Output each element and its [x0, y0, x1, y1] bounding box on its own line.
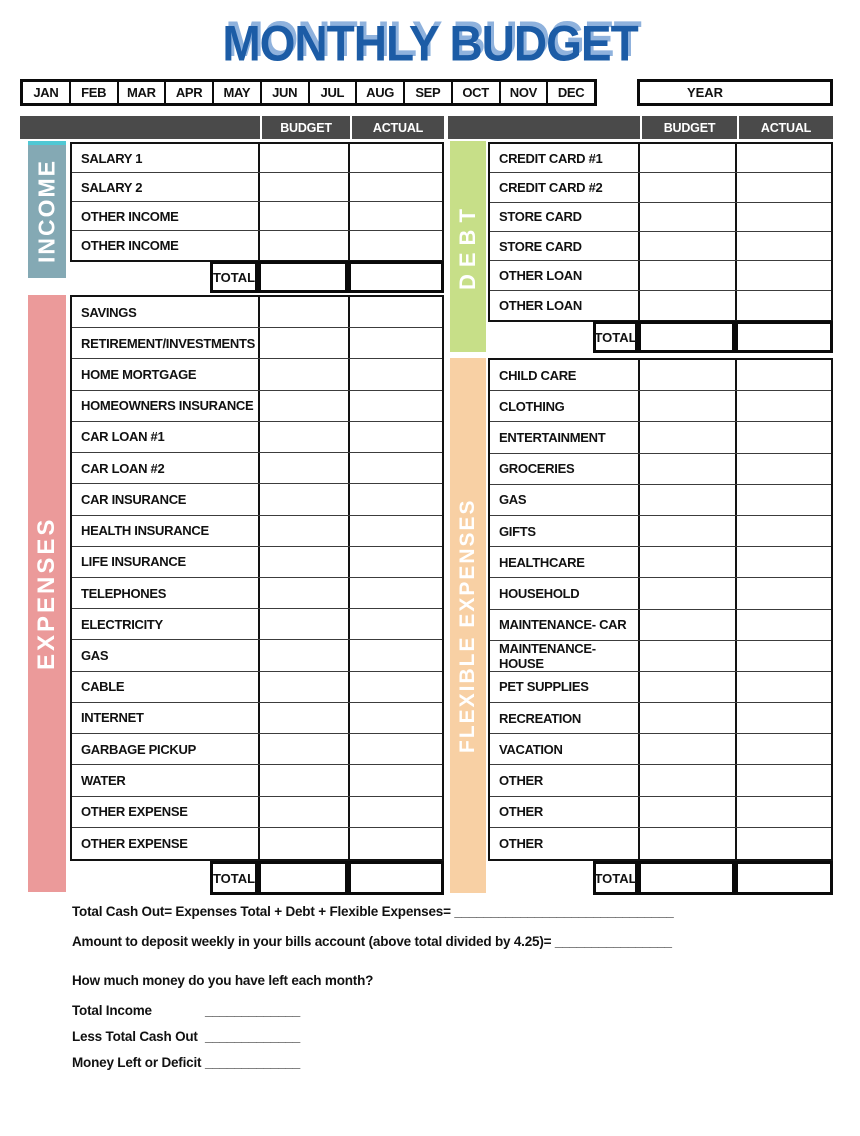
row-label: GARBAGE PICKUP — [72, 734, 260, 764]
actual-cell[interactable] — [737, 422, 831, 452]
row-label: CREDIT CARD #2 — [490, 173, 640, 201]
table-row — [490, 828, 831, 859]
budget-cell[interactable] — [260, 391, 350, 421]
row-label: CABLE — [72, 672, 260, 702]
flexible-expenses-total-budget-cell[interactable] — [638, 861, 735, 895]
budget-cell[interactable] — [260, 484, 350, 514]
budget-cell[interactable] — [260, 231, 350, 260]
weekly-deposit-blank[interactable]: ________________ — [554, 934, 672, 949]
budget-cell[interactable] — [640, 516, 737, 546]
budget-cell[interactable] — [260, 578, 350, 608]
income-total-actual-cell[interactable] — [348, 261, 444, 293]
table-row — [490, 144, 831, 173]
month-cell-aug[interactable]: AUG — [357, 82, 405, 103]
actual-cell[interactable] — [737, 173, 831, 201]
table-row — [72, 231, 442, 260]
flexible-expenses-total-row — [488, 861, 833, 895]
row-label: LIFE INSURANCE — [72, 547, 260, 577]
actual-cell[interactable] — [350, 453, 442, 483]
footer-item-blank[interactable]: _____________ — [205, 1003, 301, 1018]
row-label: OTHER — [490, 797, 640, 827]
budget-cell[interactable] — [640, 672, 737, 702]
expenses-total-actual-cell[interactable] — [348, 861, 444, 895]
flexible-expenses-total-actual-cell[interactable] — [735, 861, 833, 895]
row-label: ELECTRICITY — [72, 609, 260, 639]
budget-cell[interactable] — [260, 672, 350, 702]
row-label: CAR INSURANCE — [72, 484, 260, 514]
income-total-budget-cell[interactable] — [258, 261, 348, 293]
budget-cell[interactable] — [260, 144, 350, 172]
actual-cell[interactable] — [350, 609, 442, 639]
income-total-label: TOTAL — [210, 261, 258, 293]
row-label: TELEPHONES — [72, 578, 260, 608]
actual-cell[interactable] — [350, 297, 442, 327]
table-row — [490, 547, 831, 578]
actual-column-header: ACTUAL — [350, 116, 444, 139]
month-cell-nov[interactable]: NOV — [501, 82, 549, 103]
table-row — [490, 765, 831, 796]
actual-cell[interactable] — [350, 516, 442, 546]
budget-cell[interactable] — [260, 453, 350, 483]
budget-cell[interactable] — [260, 422, 350, 452]
actual-cell[interactable] — [350, 328, 442, 358]
actual-cell[interactable] — [737, 454, 831, 484]
actual-cell[interactable] — [737, 232, 831, 260]
expenses-table — [70, 295, 444, 861]
budget-cell[interactable] — [260, 202, 350, 230]
debt-total-actual-cell[interactable] — [735, 321, 833, 353]
actual-cell[interactable] — [350, 231, 442, 260]
actual-cell[interactable] — [737, 797, 831, 827]
table-row — [72, 672, 442, 703]
month-cell-dec[interactable]: DEC — [548, 82, 594, 103]
expenses-total-row — [70, 861, 444, 895]
actual-cell[interactable] — [737, 547, 831, 577]
actual-cell[interactable] — [737, 765, 831, 795]
row-label: OTHER — [490, 765, 640, 795]
actual-cell[interactable] — [350, 578, 442, 608]
debt-total-row — [488, 321, 833, 353]
row-label: SALARY 1 — [72, 144, 260, 172]
row-label: OTHER INCOME — [72, 202, 260, 230]
table-row — [72, 173, 442, 202]
month-cell-apr[interactable]: APR — [166, 82, 214, 103]
footer-item-blank[interactable]: _____________ — [205, 1055, 301, 1070]
actual-cell[interactable] — [350, 202, 442, 230]
footer-item-blank[interactable]: _____________ — [205, 1029, 301, 1044]
table-row — [490, 578, 831, 609]
row-label: OTHER INCOME — [72, 231, 260, 260]
budget-cell[interactable] — [640, 360, 737, 390]
table-row — [490, 360, 831, 391]
budget-cell[interactable] — [640, 454, 737, 484]
row-label: CLOTHING — [490, 391, 640, 421]
budget-cell[interactable] — [640, 391, 737, 421]
row-label: GIFTS — [490, 516, 640, 546]
budget-cell[interactable] — [640, 703, 737, 733]
table-row — [72, 391, 442, 422]
row-label: VACATION — [490, 734, 640, 764]
actual-cell[interactable] — [737, 261, 831, 289]
actual-cell[interactable] — [737, 641, 831, 671]
budget-cell[interactable] — [640, 828, 737, 859]
row-label: GAS — [72, 640, 260, 670]
table-row — [72, 828, 442, 859]
budget-cell[interactable] — [260, 640, 350, 670]
column-header-spacer — [448, 116, 640, 139]
actual-cell[interactable] — [350, 173, 442, 201]
actual-cell[interactable] — [350, 734, 442, 764]
budget-cell[interactable] — [640, 291, 737, 320]
table-row — [490, 291, 831, 320]
total-cash-out-formula-text: Total Cash Out= Expenses Total + Debt + Flexible Expenses= — [72, 904, 455, 919]
budget-cell[interactable] — [640, 203, 737, 231]
table-row — [72, 547, 442, 578]
row-label: OTHER EXPENSE — [72, 828, 260, 859]
footer-fill-in-row — [72, 1055, 712, 1070]
flexible-expenses-table — [488, 358, 833, 861]
budget-cell[interactable] — [640, 734, 737, 764]
table-row — [490, 261, 831, 290]
footer-item-label: Money Left or Deficit — [72, 1055, 202, 1070]
debt-total-label: TOTAL — [593, 321, 638, 353]
actual-cell[interactable] — [350, 640, 442, 670]
table-row — [490, 422, 831, 453]
budget-cell[interactable] — [640, 232, 737, 260]
table-row — [490, 232, 831, 261]
row-label: HEALTH INSURANCE — [72, 516, 260, 546]
actual-cell[interactable] — [350, 797, 442, 827]
income-table — [70, 142, 444, 262]
debt-section-label: DEBT — [450, 141, 486, 352]
budget-cell[interactable] — [260, 609, 350, 639]
flexible-expenses-total-label: TOTAL — [593, 861, 638, 895]
budget-cell[interactable] — [640, 797, 737, 827]
row-label: CAR LOAN #1 — [72, 422, 260, 452]
budget-cell[interactable] — [640, 547, 737, 577]
footer-fill-in-row — [72, 1003, 712, 1018]
row-label: OTHER LOAN — [490, 261, 640, 289]
budget-cell[interactable] — [260, 359, 350, 389]
row-label: MAINTENANCE- CAR — [490, 610, 640, 640]
money-left-question: How much money do you have left each month? — [72, 973, 374, 988]
table-row — [72, 609, 442, 640]
actual-cell[interactable] — [737, 672, 831, 702]
budget-cell[interactable] — [260, 547, 350, 577]
row-label: SAVINGS — [72, 297, 260, 327]
row-label: GAS — [490, 485, 640, 515]
expenses-total-budget-cell[interactable] — [258, 861, 348, 895]
budget-cell[interactable] — [260, 703, 350, 733]
table-row — [72, 765, 442, 796]
month-cell-sep[interactable]: SEP — [405, 82, 453, 103]
row-label: HEALTHCARE — [490, 547, 640, 577]
table-row — [490, 703, 831, 734]
actual-cell[interactable] — [350, 765, 442, 795]
actual-cell[interactable] — [737, 360, 831, 390]
actual-cell[interactable] — [350, 391, 442, 421]
budget-cell[interactable] — [260, 297, 350, 327]
month-cell-jun[interactable]: JUN — [262, 82, 310, 103]
table-row — [490, 485, 831, 516]
debt-table — [488, 142, 833, 322]
actual-cell[interactable] — [737, 828, 831, 859]
column-header-right — [448, 116, 833, 139]
debt-total-budget-cell[interactable] — [638, 321, 735, 353]
table-row — [72, 516, 442, 547]
table-row — [490, 734, 831, 765]
table-row — [490, 610, 831, 641]
actual-cell[interactable] — [737, 703, 831, 733]
total-cash-out-blank[interactable]: ______________________________ — [454, 904, 674, 919]
table-row — [72, 328, 442, 359]
budget-cell[interactable] — [260, 516, 350, 546]
row-label: MAINTENANCE- HOUSE — [490, 641, 640, 671]
row-label: SALARY 2 — [72, 173, 260, 201]
table-row — [72, 297, 442, 328]
budget-cell[interactable] — [640, 578, 737, 608]
table-row — [72, 202, 442, 231]
budget-cell[interactable] — [260, 328, 350, 358]
row-label: RECREATION — [490, 703, 640, 733]
month-cell-mar[interactable]: MAR — [119, 82, 167, 103]
budget-cell[interactable] — [260, 734, 350, 764]
month-cell-may[interactable]: MAY — [214, 82, 262, 103]
weekly-deposit-formula — [72, 934, 712, 949]
table-row — [490, 173, 831, 202]
row-label: ENTERTAINMENT — [490, 422, 640, 452]
table-row — [490, 516, 831, 547]
budget-cell[interactable] — [260, 828, 350, 859]
row-label: INTERNET — [72, 703, 260, 733]
row-label: HOUSEHOLD — [490, 578, 640, 608]
actual-cell[interactable] — [737, 485, 831, 515]
footer-fill-in-row — [72, 1029, 712, 1044]
income-total-row — [70, 261, 444, 293]
budget-cell[interactable] — [640, 173, 737, 201]
table-row — [490, 454, 831, 485]
budget-cell[interactable] — [260, 173, 350, 201]
budget-cell[interactable] — [640, 422, 737, 452]
budget-cell[interactable] — [640, 641, 737, 671]
month-cell-jan[interactable]: JAN — [23, 82, 71, 103]
month-cell-jul[interactable]: JUL — [310, 82, 358, 103]
income-section-label: INCOME — [28, 141, 66, 278]
budget-cell[interactable] — [260, 765, 350, 795]
flexible-expenses-section-label: FLEXIBLE EXPENSES — [450, 358, 486, 893]
actual-cell[interactable] — [350, 547, 442, 577]
page-title: MONTHLY BUDGET — [222, 14, 638, 72]
row-label: HOMEOWNERS INSURANCE — [72, 391, 260, 421]
actual-cell[interactable] — [737, 734, 831, 764]
row-label: PET SUPPLIES — [490, 672, 640, 702]
row-label: HOME MORTGAGE — [72, 359, 260, 389]
row-label: WATER — [72, 765, 260, 795]
table-row — [72, 484, 442, 515]
actual-cell[interactable] — [737, 610, 831, 640]
total-cash-out-formula — [72, 904, 712, 919]
budget-column-header: BUDGET — [260, 116, 350, 139]
month-cell-feb[interactable]: FEB — [71, 82, 119, 103]
column-header-left — [20, 116, 444, 139]
budget-cell[interactable] — [640, 765, 737, 795]
year-input[interactable]: YEAR — [637, 79, 833, 106]
row-label: CREDIT CARD #1 — [490, 144, 640, 172]
table-row — [490, 391, 831, 422]
actual-cell[interactable] — [737, 516, 831, 546]
table-row — [490, 672, 831, 703]
budget-cell[interactable] — [260, 797, 350, 827]
table-row — [72, 640, 442, 671]
actual-cell[interactable] — [737, 391, 831, 421]
budget-cell[interactable] — [640, 261, 737, 289]
row-label: GROCERIES — [490, 454, 640, 484]
actual-cell[interactable] — [737, 144, 831, 172]
table-row — [72, 797, 442, 828]
footer-notes — [72, 904, 712, 1081]
footer-item-label: Less Total Cash Out — [72, 1029, 198, 1044]
actual-cell[interactable] — [737, 578, 831, 608]
budget-cell[interactable] — [640, 485, 737, 515]
table-row — [72, 453, 442, 484]
actual-cell[interactable] — [350, 144, 442, 172]
table-row — [490, 203, 831, 232]
column-header-spacer — [20, 116, 260, 139]
table-row — [72, 422, 442, 453]
budget-cell[interactable] — [640, 610, 737, 640]
table-row — [72, 144, 442, 173]
row-label: OTHER — [490, 828, 640, 859]
actual-cell[interactable] — [350, 484, 442, 514]
actual-cell[interactable] — [350, 672, 442, 702]
budget-cell[interactable] — [640, 144, 737, 172]
actual-cell[interactable] — [350, 422, 442, 452]
row-label: CAR LOAN #2 — [72, 453, 260, 483]
table-row — [72, 734, 442, 765]
actual-cell[interactable] — [350, 359, 442, 389]
actual-column-header: ACTUAL — [737, 116, 833, 139]
row-label: STORE CARD — [490, 232, 640, 260]
expenses-total-label: TOTAL — [210, 861, 258, 895]
actual-cell[interactable] — [350, 703, 442, 733]
budget-column-header: BUDGET — [640, 116, 737, 139]
month-selector-row — [20, 79, 597, 106]
weekly-deposit-formula-text: Amount to deposit weekly in your bills account (above total divided by 4.25)= — [72, 934, 555, 949]
month-cell-oct[interactable]: OCT — [453, 82, 501, 103]
actual-cell[interactable] — [737, 203, 831, 231]
row-label: CHILD CARE — [490, 360, 640, 390]
table-row — [490, 797, 831, 828]
footer-item-label: Total Income — [72, 1003, 152, 1018]
row-label: RETIREMENT/INVESTMENTS — [72, 328, 260, 358]
actual-cell[interactable] — [737, 291, 831, 320]
table-row — [490, 641, 831, 672]
row-label: OTHER EXPENSE — [72, 797, 260, 827]
row-label: STORE CARD — [490, 203, 640, 231]
actual-cell[interactable] — [350, 828, 442, 859]
table-row — [72, 578, 442, 609]
expenses-section-label: EXPENSES — [28, 295, 66, 892]
row-label: OTHER LOAN — [490, 291, 640, 320]
table-row — [72, 703, 442, 734]
table-row — [72, 359, 442, 390]
